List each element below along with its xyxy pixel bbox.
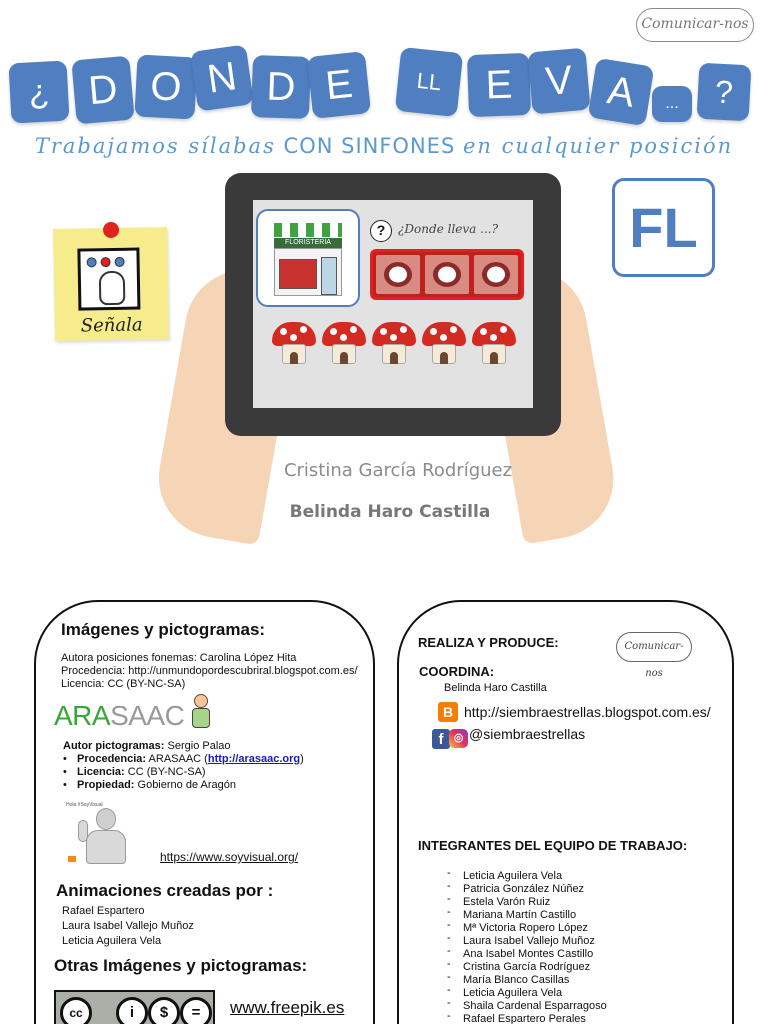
procedencia-line: Procedencia: http://unmundopordescubriral.blogspot.com.es/ xyxy=(61,665,358,677)
arasaac-logo-a: ARA xyxy=(54,700,111,731)
autora-line: Autora posiciones fonemas: Carolina López Hita xyxy=(61,652,297,664)
tile-e2: E xyxy=(467,53,531,117)
soyvisual-link[interactable]: https://www.soyvisual.org/ xyxy=(160,850,299,864)
tile-e: E xyxy=(307,51,371,119)
pushpin-icon xyxy=(103,222,119,238)
list-item: Laura Isabel Vallejo Muñoz xyxy=(62,920,194,932)
mouth-icon xyxy=(425,255,469,294)
list-item: - Rafael Espartero Perales xyxy=(447,1013,607,1024)
realiza-heading: REALIZA Y PRODUCE: xyxy=(418,635,559,650)
cc-license-badge xyxy=(54,990,215,1024)
title-tiles xyxy=(0,44,768,134)
question-bubble-icon: ? xyxy=(370,220,392,242)
mushroom-houses xyxy=(270,322,520,366)
arasaac-credits xyxy=(63,740,363,792)
noncommercial-icon: $ xyxy=(148,997,180,1024)
shop-label: FLORISTERÍA xyxy=(274,238,342,248)
attribution-icon: i xyxy=(116,997,148,1024)
tile-v: V xyxy=(527,48,590,115)
autor-pictogramas: Autor pictogramas: Sergio Palao xyxy=(63,740,231,752)
list-item: - Leticia Aguilera Vela xyxy=(447,870,607,883)
coordina-heading: COORDINA: xyxy=(419,664,495,679)
list-item: - Leticia Aguilera Vela xyxy=(447,987,607,1000)
licencia-line: Licencia: CC (BY-NC-SA) xyxy=(61,678,186,690)
list-item: - Mariana Martín Castillo xyxy=(447,909,607,922)
team-heading: INTEGRANTES DEL EQUIPO DE TRABAJO: xyxy=(418,838,688,853)
arasaac-logo-b: SAAC xyxy=(110,700,185,731)
tile-ll: LL xyxy=(395,47,463,117)
list-item: - Patricia González Núñez xyxy=(447,883,607,896)
tile-question-open: ¿ xyxy=(8,61,69,124)
team-list xyxy=(447,870,607,1024)
mouth-icon xyxy=(474,255,518,294)
tile-d2: D xyxy=(251,55,311,119)
mushroom-house-icon[interactable] xyxy=(322,322,366,366)
sharealike-icon: = xyxy=(180,997,212,1024)
animations-heading: Animaciones creadas por : xyxy=(56,881,274,900)
subtitle-script-1: Trabajamos sílabas xyxy=(34,134,276,158)
list-item: - María Blanco Casillas xyxy=(447,974,607,987)
arasaac-link[interactable]: http://arasaac.org xyxy=(207,753,301,765)
pointing-hand-icon xyxy=(77,247,140,310)
animations-authors xyxy=(62,904,194,949)
propiedad-item: • Propiedad: Gobierno de Aragón xyxy=(63,779,363,792)
comunicar-logo: Comunicar-nos xyxy=(616,632,692,662)
instagram-icon: ◎ xyxy=(449,729,468,748)
subtitle-plain: CON SINFONES xyxy=(283,134,456,158)
list-item: Leticia Aguilera Vela xyxy=(62,935,162,947)
florist-shop-picture xyxy=(256,209,360,307)
subtitle-script-2: en cualquier posición xyxy=(462,134,734,158)
blogger-icon: B xyxy=(438,702,458,722)
images-heading: Imágenes y pictogramas: xyxy=(61,620,266,639)
list-item: - Estela Varón Ruiz xyxy=(447,896,607,909)
mouth-positions[interactable] xyxy=(370,249,524,300)
coordina-name: Belinda Haro Castilla xyxy=(444,682,547,694)
tile-a: A xyxy=(588,58,655,126)
mushroom-house-icon[interactable] xyxy=(372,322,416,366)
shop-body xyxy=(274,248,342,296)
mushroom-house-icon[interactable] xyxy=(472,322,516,366)
shop-awning xyxy=(274,223,342,237)
syllable-box: FL xyxy=(612,178,715,277)
list-item: Rafael Espartero xyxy=(62,905,145,917)
tablet-prompt: ¿Donde lleva ...? xyxy=(398,222,499,236)
arasaac-logo xyxy=(54,700,184,732)
senala-postit xyxy=(53,227,169,341)
tile-n: N xyxy=(190,44,254,111)
procedencia-item: • Procedencia: ARASAAC (http://arasaac.org) xyxy=(63,753,363,766)
facebook-icon: f xyxy=(432,729,450,749)
subtitle xyxy=(0,134,768,158)
shop-door xyxy=(321,257,337,295)
list-item: - Cristina García Rodríguez xyxy=(447,961,607,974)
licencia-item: • Licencia: CC (BY-NC-SA) xyxy=(63,766,363,779)
list-item: - Laura Isabel Vallejo Muñoz xyxy=(447,935,607,948)
tile-ellipsis: ... xyxy=(652,86,692,122)
social-handle[interactable]: @siembraestrellas xyxy=(469,726,586,742)
other-images-heading: Otras Imágenes y pictogramas: xyxy=(54,956,308,975)
arasaac-figure-icon xyxy=(184,694,218,730)
author-secondary: Belinda Haro Castilla xyxy=(289,502,491,522)
brand-logo-text: Comunicar-nos xyxy=(636,8,754,42)
tile-o: O xyxy=(134,54,197,119)
cc-icon: cc xyxy=(60,997,92,1024)
list-item: - Mª Victoria Ropero López xyxy=(447,922,607,935)
brand-logo xyxy=(636,8,754,42)
list-item: - Shaila Cardenal Esparragoso xyxy=(447,1000,607,1013)
blog-link[interactable]: http://siembraestrellas.blogspot.com.es/ xyxy=(464,704,711,720)
mushroom-house-icon[interactable] xyxy=(422,322,466,366)
mushroom-house-icon[interactable] xyxy=(272,322,316,366)
senala-label: Señala xyxy=(80,314,143,337)
shop-window xyxy=(279,259,317,289)
list-item: - Ana Isabel Montes Castillo xyxy=(447,948,607,961)
author-primary: Cristina García Rodríguez xyxy=(283,460,513,481)
soyvisual-tag: Hola #SoyVisual xyxy=(66,802,103,808)
freepik-link[interactable]: www.freepik.es xyxy=(230,998,345,1017)
tile-d: D xyxy=(71,56,134,125)
tile-question-close: ? xyxy=(697,63,752,122)
mouth-icon xyxy=(376,255,420,294)
soyvisual-figure-icon xyxy=(66,802,138,866)
autora-block xyxy=(61,652,361,691)
